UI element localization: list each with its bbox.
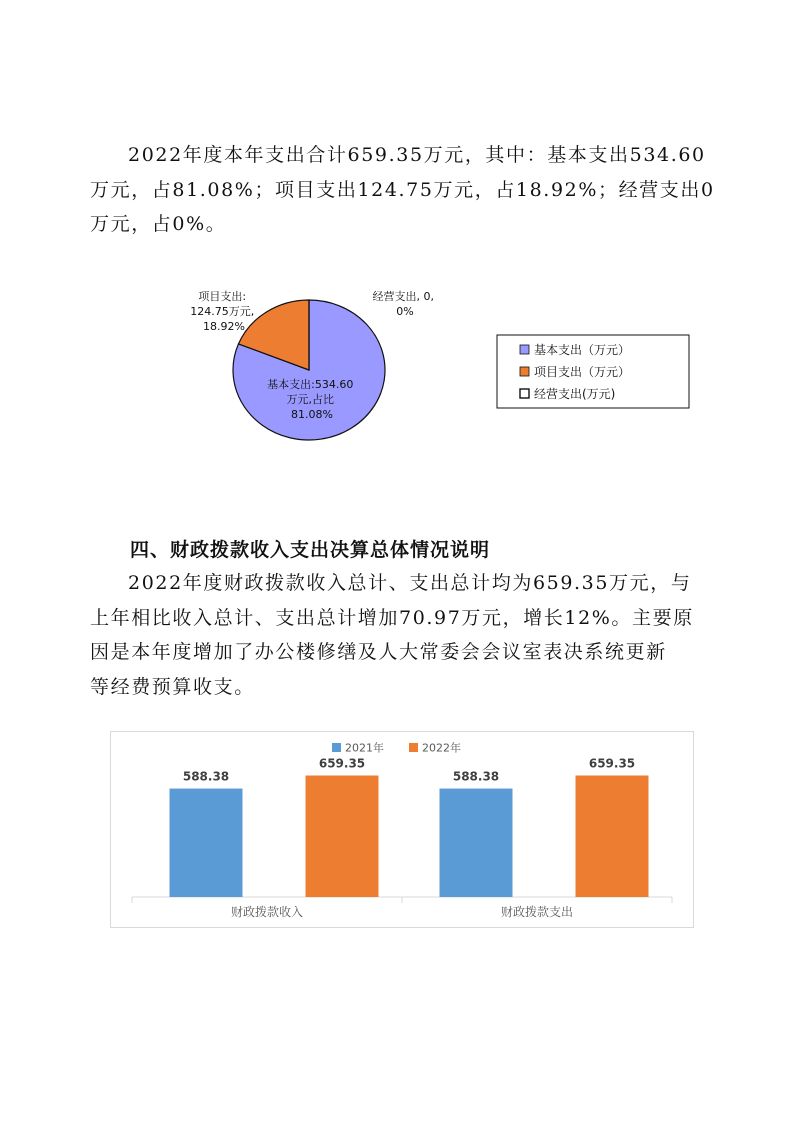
- pie-label-project: 项目支出: 124.75万元, 18.92%: [190, 290, 255, 333]
- paragraph-expenditure-summary: [90, 138, 715, 242]
- text-line: 万元，占0%。: [90, 213, 227, 235]
- paragraph-fiscal-summary: [90, 566, 702, 704]
- section-heading: 四、财政拨款收入支出决算总体情况说明: [130, 539, 491, 561]
- legend-swatch-project: [520, 367, 529, 376]
- text-line: 上年相比收入总计、支出总计增加70.97万元，增长12%。主要原: [90, 606, 694, 629]
- legend-label-basic: 基本支出（万元）: [534, 343, 631, 357]
- fiscal-bar-chart: [110, 731, 694, 928]
- legend-label-operating: 经营支出(万元): [534, 387, 616, 401]
- text-line: 万元，占81.08%；项目支出124.75万元，占18.92%；经营支出0: [90, 178, 715, 201]
- value-label: 659.35: [318, 756, 366, 771]
- text-line: 等经费预算收支。: [90, 675, 255, 698]
- legend-swatch-2021: [332, 743, 341, 752]
- expenditure-pie-chart: [170, 280, 700, 460]
- legend-label-2021: 2021年: [345, 741, 384, 755]
- category-label: 财政拨款收入: [230, 905, 304, 919]
- pie-legend: [497, 335, 689, 408]
- pie-label-basic: 基本支出:534.60 万元,占比 81.08%: [267, 378, 354, 421]
- text-line: 2022年度本年支出合计659.35万元，其中：基本支出534.60: [128, 144, 706, 166]
- legend-label-project: 项目支出（万元）: [534, 365, 631, 379]
- value-label: 588.38: [452, 769, 500, 784]
- legend-swatch-operating: [520, 389, 529, 398]
- value-label: 588.38: [182, 769, 230, 784]
- legend-swatch-2022: [409, 743, 418, 752]
- bar-2021年-财政拨款支出: [440, 789, 513, 897]
- value-label: 659.35: [588, 756, 636, 771]
- bar-2021年-财政拨款收入: [170, 789, 243, 897]
- legend-swatch-basic: [520, 345, 529, 354]
- text-line: 2022年度财政拨款收入总计、支出总计均为659.35万元，与: [128, 572, 692, 594]
- pie-label-operating: 经营支出, 0, 0%: [372, 290, 434, 318]
- bar-2022年-财政拨款收入: [306, 775, 379, 897]
- legend-label-2022: 2022年: [422, 741, 461, 755]
- category-label: 财政拨款支出: [500, 905, 574, 919]
- bar-2022年-财政拨款支出: [576, 775, 649, 897]
- text-line: 因是本年度增加了办公楼修缮及人大常委会会议室表决系统更新: [90, 641, 667, 663]
